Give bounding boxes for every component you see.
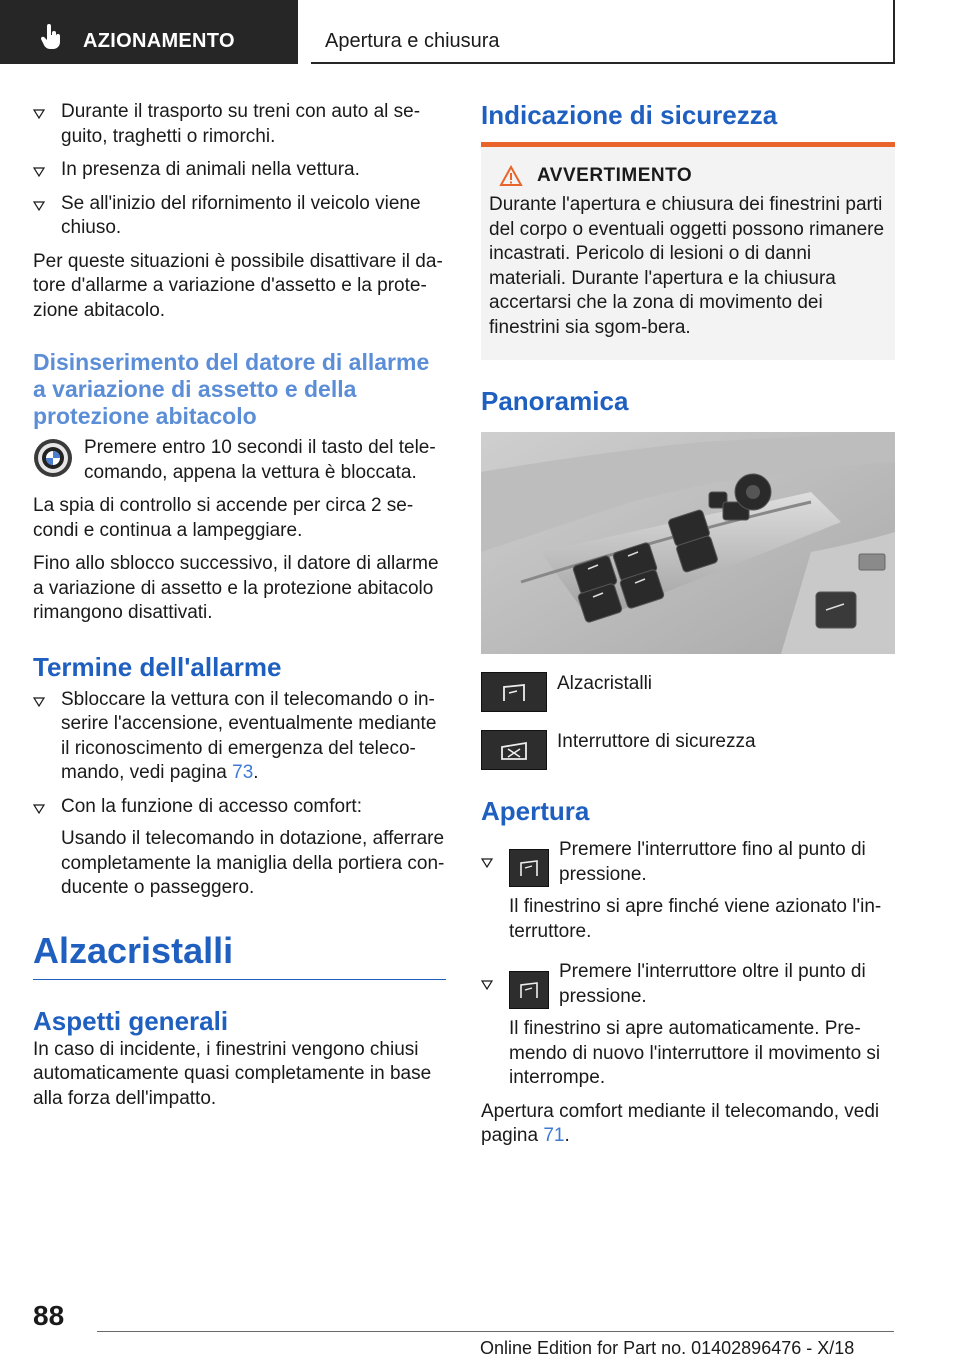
- aspetti-paragraph: In caso di incidente, i finestrini vengono chiusi automaticamente quasi completamente in base alla forza dell'impatto.: [33, 1038, 432, 1109]
- conditions-list: [33, 100, 446, 241]
- list-item: Con la funzione di accesso comfort: Usando il telecomando in dotazione, afferrare completamente la maniglia della portiera con-ducente o passeggero.: [33, 795, 446, 901]
- page-number: 88: [33, 1300, 65, 1331]
- apertura-heading: Apertura: [481, 796, 590, 826]
- triangle-bullet-icon: [33, 697, 45, 707]
- warning-triangle-icon: [499, 165, 523, 187]
- alzacristalli-title-block: [33, 931, 446, 980]
- list-item: In presenza di animali nella vettura.: [33, 158, 446, 183]
- footer-divider: [97, 1331, 894, 1332]
- page-link-71[interactable]: 71: [543, 1125, 565, 1146]
- spia-paragraph: La spia di controllo si accende per circa 2 se-condi e continua a lampeggiare.: [33, 495, 414, 541]
- triangle-bullet-icon: [33, 167, 45, 177]
- termine-list: [33, 688, 446, 901]
- aspetti-heading: Aspetti generali: [33, 1005, 229, 1036]
- page-link-73[interactable]: 73: [232, 762, 254, 783]
- safety-switch-icon: [481, 730, 547, 770]
- comfort-paragraph: Apertura comfort mediante il telecomando, vedi pagina 71.: [481, 1100, 880, 1146]
- legend-item-1: Alzacristalli: [481, 672, 895, 712]
- edition-text: Online Edition for Part no. 01402896476 - X/18: [480, 1338, 855, 1358]
- header-chapter-tab: [311, 0, 895, 64]
- door-switch-panel-image: [481, 432, 895, 654]
- header-section-tab: [0, 0, 298, 64]
- sicurezza-heading: Indicazione di sicurezza: [481, 100, 778, 130]
- chapter-title: Apertura e chiusura: [325, 30, 500, 52]
- list-item: Sbloccare la vettura con il telecomando o in-serire l'accensione, eventualmente mediante il riconoscimento di emergenza del teleco-mando, vedi pagina 73.: [33, 688, 446, 786]
- list-item: Premere l'interruttore oltre il punto di pressione. Il finestrino si apre automaticamente. Pre-mendo di nuovo l'interruttore il movimento si interrompe.: [481, 960, 895, 1091]
- right-column: [481, 100, 895, 1149]
- window-switch-icon: [481, 672, 547, 712]
- situations-paragraph: Per queste situazioni è possibile disattivare il da-tore d'allarme a variazione d'assetto e la prote-zione abitacolo.: [33, 250, 443, 321]
- remote-instruction: Premere entro 10 secondi il tasto del tele-comando, appena la vettura è bloccata.: [33, 436, 446, 485]
- window-switch-icon: [509, 971, 549, 1009]
- warning-header: [499, 165, 887, 187]
- disinserimento-heading: Disinserimento del datore di allarme a variazione di assetto e della protezione abitacolo: [33, 349, 430, 429]
- panoramica-heading: Panoramica: [481, 386, 629, 416]
- triangle-bullet-icon: [33, 201, 45, 211]
- triangle-bullet-icon: [481, 858, 493, 868]
- list-item: Se all'inizio del rifornimento il veicolo viene chiuso.: [33, 192, 446, 241]
- list-item: Premere l'interruttore fino al punto di pressione. Il finestrino si apre finché viene azionato l'in-terruttore.: [481, 838, 895, 944]
- window-switch-icon: [509, 849, 549, 887]
- warning-text: Durante l'apertura e chiusura dei finestrini parti del corpo o eventuali oggetti possono rimanere incastrati. Pericolo di lesioni o di danni materiali. Durante l'apertura e la chiusura accertarsi che la zona di movimento dei finestrini sia sgom-bera.: [489, 194, 885, 338]
- sblocco-paragraph: Fino allo sblocco successivo, il datore di allarme a variazione di assetto e la protezione abitacolo rimangono disattivati.: [33, 553, 439, 623]
- alzacristalli-heading: Alzacristalli: [33, 929, 234, 971]
- legend-item-2: Interruttore di sicurezza: [481, 730, 895, 770]
- triangle-bullet-icon: [33, 804, 45, 814]
- left-column: [33, 100, 446, 1111]
- warning-box: [481, 142, 895, 360]
- hand-pointer-icon: [40, 24, 62, 50]
- section-title: AZIONAMENTO: [83, 30, 235, 52]
- list-item: Durante il trasporto su treni con auto al se-guito, traghetti o rimorchi.: [33, 100, 446, 149]
- warning-title: AVVERTIMENTO: [537, 165, 693, 186]
- remote-lock-button-icon: [33, 438, 73, 478]
- termine-heading: Termine dell'allarme: [33, 651, 282, 682]
- triangle-bullet-icon: [481, 980, 493, 990]
- triangle-bullet-icon: [33, 109, 45, 119]
- apertura-list: [481, 838, 895, 1091]
